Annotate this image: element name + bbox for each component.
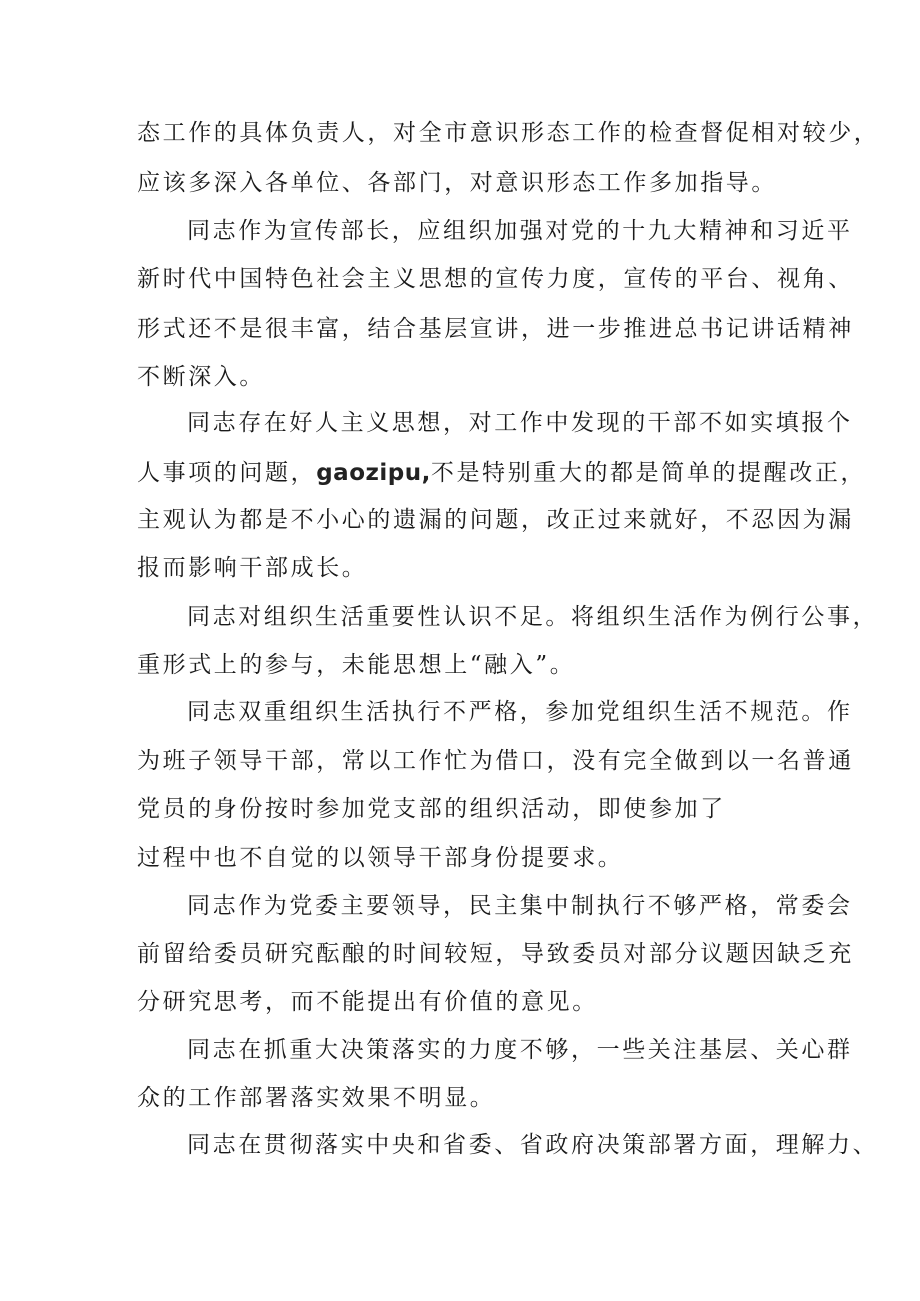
text-line: 重形式上的参与，未能思想上“融入”。 [137,652,576,678]
text-line: 同志对组织生活重要性认识不足。将组织生活作为例行公事， [187,604,879,630]
text-line: 过程中也不自觉的以领导干部身份提要求。 [137,845,624,871]
text-fragment: 不是特别重大的都是简单的提醒改正， [430,460,867,486]
text-line: 同志作为宣传部长，应组织加强对党的十九大精神和习近平 [187,218,853,244]
text-line: 形式还不是很丰富，结合基层宣讲，进一步推进总书记讲话精神 [137,316,854,342]
text-line: 同志双重组织生活执行不严格，参加党组织生活不规范。作 [187,699,853,725]
text-line: 态工作的具体负责人，对全市意识形态工作的检查督促相对较少， [137,120,880,146]
text-line: 为班子领导干部，常以工作忙为借口，没有完全做到以一名普通 [137,748,854,774]
text-line: 同志在贯彻落实中央和省委、省政府决策部署方面，理解力、 [187,1132,879,1158]
text-line: 众的工作部署落实效果不明显。 [137,1085,496,1111]
text-line: 前留给委员研究酝酿的时间较短，导致委员对部分议题因缺乏充 [137,941,854,967]
text-line: 同志作为党委主要领导，民主集中制执行不够严格，常委会 [187,893,853,919]
text-line: 不断深入。 [137,364,265,390]
text-line: 主观认为都是不小心的遗漏的问题，改正过来就好，不忍因为漏 [137,507,854,533]
text-line: 应该多深入各单位、各部门，对意识形态工作多加指导。 [137,170,777,196]
text-line: 同志在抓重大决策落实的力度不够，一些关注基层、关心群 [187,1037,853,1063]
text-line: 分研究思考，而不能提出有价值的意见。 [137,989,598,1015]
text-line: 同志存在好人主义思想，对工作中发现的干部不如实填报个 [187,410,853,436]
text-line [137,458,866,488]
inline-keyword: gaozipu, [316,460,431,486]
text-line: 新时代中国特色社会主义思想的宣传力度，宣传的平台、视角、 [137,266,854,292]
text-line: 报而影响干部成长。 [137,555,368,581]
text-line: 党员的身份按时参加党支部的组织活动，即使参加了 [137,796,726,822]
text-fragment: 人事项的问题， [137,460,317,486]
